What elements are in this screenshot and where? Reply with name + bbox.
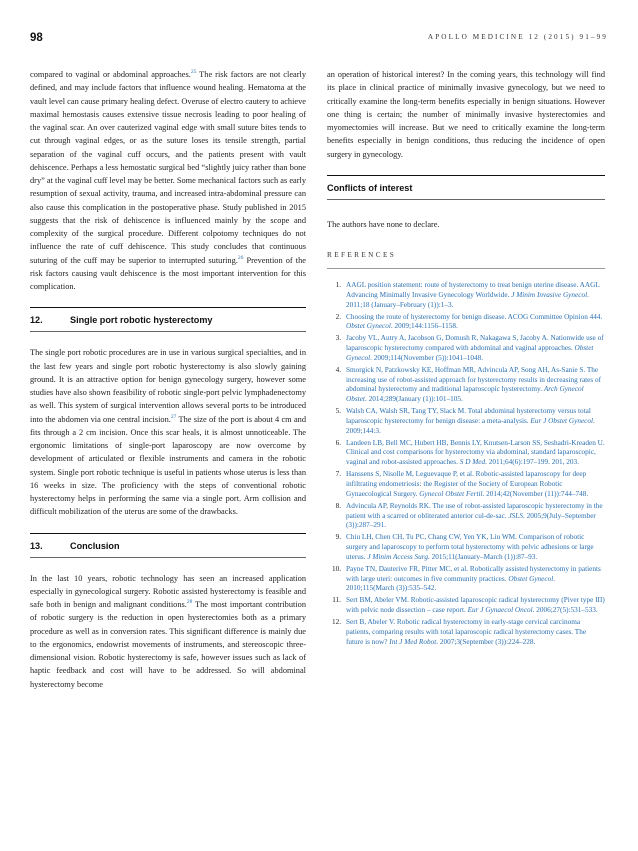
reference-link[interactable]: Sert BM, Abeler VM. Robotic-assisted laparoscopic radical hysterectomy (Piver type III) with pelvic node dissection – case report. Eur J Gynaecol Oncol. 2006;27(5):531–533. bbox=[346, 596, 605, 615]
section-heading-13 bbox=[30, 533, 306, 558]
reference-item bbox=[327, 618, 605, 648]
journal-name: JSLS bbox=[508, 511, 523, 520]
section-title: Single port robotic hysterectomy bbox=[70, 315, 213, 326]
section-heading-12 bbox=[30, 307, 306, 332]
journal-name: Eur J Gynaecol Oncol bbox=[467, 606, 533, 615]
journal-name: Eur J Obstet Gynecol bbox=[530, 416, 594, 425]
references-heading: REFERENCES bbox=[327, 251, 605, 269]
reference-item bbox=[327, 533, 605, 563]
paragraph-conclusion-cont: an operation of historical interest? In the coming years, this technology will find its place in clinical practice of minimally invasive gynecology, but we need to critically examine the long-term benefits especially in benign situations. However one thing is certain; the number of minimally invasive hysterectomies and myomectomies will increase. But we need to critically examine the long-term benefits especially in benign conditions, thus reducing the incidence of open surgery in gynecology. bbox=[327, 70, 605, 159]
reference-link[interactable]: Smorgick N, Patzkowsky KE, Hoffman MR, Advincula AP, Song AH, As-Sanie S. The increasing use of robot-assisted approach for hysterectomy results in decreasing rates of abdominal hysterectomy and traditional laparoscopic hysterectomy. Arch Gynecol Obstet. 2014;289(January (1)):101–105. bbox=[346, 365, 602, 404]
citation-link[interactable]: 25 bbox=[190, 69, 197, 76]
reference-number: 7. bbox=[335, 470, 341, 479]
journal-name: J Minim Access Surg bbox=[367, 552, 428, 561]
paragraph-conclusion: In the last 10 years, robotic technology has seen an increased application especially in gynecological surgery. Robotic assisted hysterectomy is feasible and safe both in benign and malignant conditions.$^{28}$ The most important contribution of robotic surgery is the reduction in open hysterectomies both as a primary procedure as well as in conversion rates. This significant difference is mainly due to the ergonomics, endowrist movements of instruments, and stereoscopic three-dimensional vision. Robotic hysterectomy is safe, however issues such as lack of haptic feedback and cost will have to be addressed. So will abdominal hysterectomy become bbox=[30, 573, 306, 689]
citation-link[interactable]: 26 bbox=[237, 254, 244, 261]
reference-item bbox=[327, 502, 605, 532]
page-header bbox=[30, 32, 608, 46]
reference-number: 6. bbox=[335, 438, 341, 447]
section-number: 13. bbox=[30, 540, 43, 551]
reference-link[interactable]: Sert B, Abeler V. Robotic radical hysterectomy in early-stage cervical carcinoma patients, comparing results with total laparoscopic radical hysterectomy cases. The future is now? Int J Med Robot. 2007;3(September (3)):224–228. bbox=[346, 617, 587, 646]
reference-link[interactable]: AAGL position statement: route of hysterectomy to treat benign uterine disease. AAGL Advancing Minimally Invasive Gynecology Worldwide. J Minim Invasive Gynecol. 2011;18 (January–February (1)):1–3. bbox=[346, 281, 600, 309]
page-number: 98 bbox=[30, 32, 43, 44]
section-title: Conclusion bbox=[70, 540, 120, 551]
left-column bbox=[30, 68, 306, 691]
journal-name: Obstet Gynecol bbox=[346, 322, 391, 331]
journal-name: Gynecol Obstet Fertil bbox=[419, 489, 483, 498]
reference-link[interactable]: Advincula AP, Reynolds RK. The use of robot-assisted laparoscopic hysterectomy in the patient with a scarred or obliterated anterior cul-de-sac. JSLS. 2005;9(July–September (3)):287–291. bbox=[346, 501, 603, 530]
reference-item bbox=[327, 565, 605, 595]
journal-name: J Minim Invasive Gynecol bbox=[511, 290, 588, 299]
reference-item bbox=[327, 439, 605, 469]
reference-item bbox=[327, 407, 605, 437]
reference-number: 11. bbox=[332, 596, 341, 605]
citation-link[interactable]: 28 bbox=[186, 599, 193, 606]
reference-item bbox=[327, 281, 605, 311]
right-column bbox=[327, 68, 605, 649]
section-title: Conflicts of interest bbox=[327, 182, 413, 193]
reference-link[interactable]: Hanssens S, Nisolle M, Leguevaque P, et al. Robotic-assisted laparoscopy for deep infiltrating endometriosis: the Register of the Society of European Robotic Gynaecological Surgery. Gynecol Obstet Fertil. 2014;42(November (11)):744–748. bbox=[346, 470, 589, 498]
reference-item bbox=[327, 596, 605, 616]
conflicts-text: The authors have none to declare. bbox=[327, 219, 440, 229]
section-heading-conflicts bbox=[327, 175, 605, 200]
reference-link[interactable]: Chiu LH, Chen CH, Tu PC, Chang CW, Yen YK, Liu WM. Comparison of robotic surgery and laparoscopy to perform total hysterectomy with pelvic adhesions or large uterus. J Minim Access Surg. 2015;11(January–March (1)):87–93. bbox=[346, 533, 594, 561]
reference-number: 12. bbox=[331, 617, 341, 626]
paragraph-single-port: The single port robotic procedures are in use in various surgical specialties, and in the last few years and single port robotic hysterectomy is also slowly gaining ground. It is an attractive option for benign gynecology surgery, however some studies have also shown feasibility of robotic single-port pelvic lymphadenectomy as well. This system of surgical intervention allows several ports to be introduced into the abdomen via one central incision.$^{27}$ The size of the port is about 4 cm and fits through a 2 cm incision. Once this scar heals, it is almost unnoticeable. The ergonomic limitations of single-port laparoscopy are now overcome by development of articulated or flexible instruments and camera in the robotic system. Single port robotic technique is useful in patients whose uterus is less than 16 weeks in size. The proficiency with the steps of conventional robotic hysterectomy helps in performing the same via a single port. Arm collision and difficult mobilization of the uterus are some of the drawbacks. bbox=[30, 348, 306, 517]
reference-number: 9. bbox=[335, 533, 341, 542]
reference-link[interactable]: Payne TN, Dauterive FR, Pitter MC, et al. Robotically assisted hysterectomy in patients with large uteri: outcomes in five community practices. Obstet Gynecol. 2010;115(March (3)):535–542. bbox=[346, 564, 601, 593]
reference-link[interactable]: Walsh CA, Walsh SR, Tang TY, Slack M. Total abdominal hysterectomy versus total laparoscopic hysterectomy for benign disease: a meta-analysis. Eur J Obstet Gynecol. 2009;144:3. bbox=[346, 407, 595, 435]
reference-number: 3. bbox=[335, 334, 341, 343]
journal-name: Obstet Gynecol bbox=[346, 344, 594, 362]
reference-number: 2. bbox=[335, 312, 341, 321]
reference-list bbox=[327, 281, 605, 647]
reference-link[interactable]: Choosing the route of hysterectomy for benign disease. ACOG Committee Opinion 444. Obstet Gynecol. 2009;144:1156–1158. bbox=[346, 312, 603, 331]
journal-name: Int J Med Robot bbox=[389, 637, 437, 646]
reference-item bbox=[327, 313, 605, 333]
reference-item bbox=[327, 366, 605, 406]
reference-number: 1. bbox=[335, 281, 341, 289]
journal-name: Arch Gynecol Obstet bbox=[346, 385, 584, 404]
reference-item bbox=[327, 470, 605, 500]
section-number: 12. bbox=[30, 315, 43, 326]
running-head: APOLLO MEDICINE 12 (2015) 91–99 bbox=[427, 33, 608, 41]
reference-number: 4. bbox=[335, 365, 341, 374]
reference-number: 8. bbox=[335, 501, 341, 510]
citation-link[interactable]: 27 bbox=[170, 413, 177, 420]
reference-number: 5. bbox=[335, 407, 341, 416]
journal-name: Obstet Gynecol bbox=[508, 574, 554, 583]
reference-item bbox=[327, 334, 605, 364]
journal-name: S D Med bbox=[459, 458, 486, 467]
reference-number: 10. bbox=[331, 564, 341, 573]
reference-link[interactable]: Landeen LB, Bell MC, Hubert HB, Bennis LY, Knutsen-Larson SS, Seshadri-Kreaden U. Clinical and cost comparisons for hysterectomy via abdominal, standard laparoscopic, vaginal and robot-assisted approaches. S D Med. 2011;64(6):197–199. 201, 203. bbox=[346, 438, 605, 467]
reference-link[interactable]: Jacoby VL, Autry A, Jacobson G, Domush R, Nakagawa S, Jacoby A. Nationwide use of laparoscopic hysterectomy compared with abdominal and vaginal approaches. Obstet Gynecol. 2009;114(November (5)):1041–1048. bbox=[346, 334, 604, 362]
paragraph-vault-dehiscence: compared to vaginal or abdominal approaches.$^{25}$ The risk factors are not clearly defined, and may include factors that influence wound healing. Hematoma at the vault level can cause primary healing defect. Overuse of electro cautery to achieve maximal hemostasis causes extensive tissue necrosis leading to poor healing of the vaginal scar. An over cauterized vaginal edge with small suture bites tends to cut through vaginal edges, or as the suture loses its tensile strength, partial separation of the vaginal cuff occurs, and the patients present with vault dehiscence. Perhaps a less hemostatic surgical bed “slightly juicy rather than bone dry” at the vaginal cuff level may be better. Some mechanical factors such as early resumption of sexual activity, trauma, and increased intra-abdominal pressure can also cause this complication in the postoperative phase. Study published in 2015 suggests that the risk of dehiscence is influenced mainly by the scope and complexity of the surgical procedure. Different colpotomy techniques do not influence the rate of cuff dehiscence. This study concludes that continuous suturing of the cuff may be superior to interrupted suturing.$^{26}$ Prevention of the risk factors causing vault dehiscence is the most important intervention for this complication. bbox=[30, 69, 306, 291]
